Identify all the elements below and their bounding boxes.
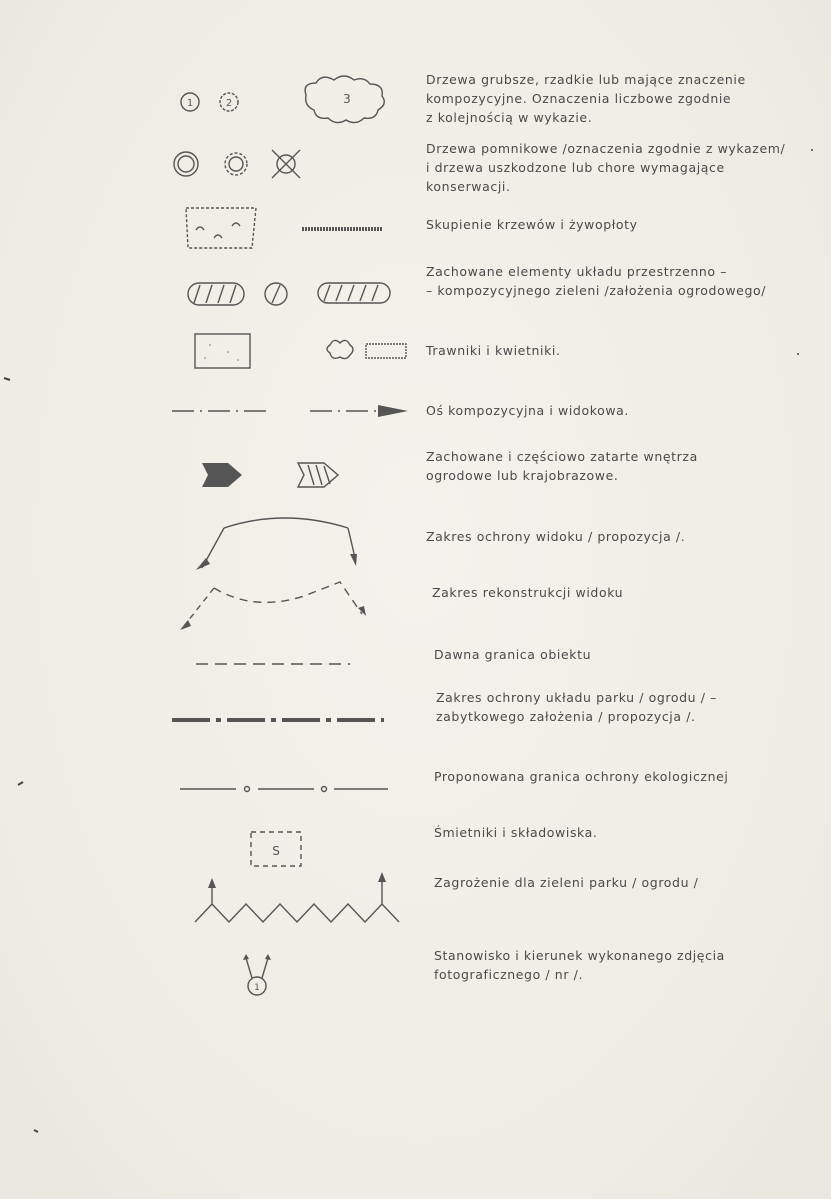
legend-text-park-protection: Zakres ochrony układu parku / ogrodu / – zabytkowego założenia / propozycja /. <box>436 690 717 724</box>
legend-text-preserved-elements: Zachowane elementy układu przestrzenno – – kompozycyjnego zieleni /założenia ogrodowego/ <box>426 264 767 298</box>
legend-text-shrubs: Skupienie krzewów i żywopłoty <box>426 217 638 232</box>
legend-text-view-protection: Zakres ochrony widoku / propozycja /. <box>426 529 686 544</box>
legend-text-axis: Oś kompozycyjna i widokowa. <box>426 403 630 418</box>
tree-number-1: 1 <box>186 98 194 109</box>
legend-text-view-reconstruction: Zakres rekonstrukcji widoku <box>432 585 624 600</box>
legend-text-threat: Zagrożenie dla zieleni parku / ogrodu / <box>434 875 699 890</box>
legend-text-lawns: Trawniki i kwietniki. <box>426 343 561 358</box>
legend-text-ecological-border: Proponowana granica ochrony ekologicznej <box>434 769 729 784</box>
legend-text-former-border: Dawna granica obiektu <box>434 647 592 662</box>
dump-letter: S <box>272 844 280 858</box>
tree-group-number: 3 <box>343 92 351 106</box>
tree-number-2: 2 <box>225 98 233 109</box>
legend-text-photo-station: Stanowisko i kierunek wykonanego zdjęcia fotograficznego / nr /. <box>434 948 725 982</box>
legend-text-monument-trees: Drzewa pomnikowe /oznaczenia zgodnie z wykazem/ i drzewa uszkodzone lub chore wymagające konserwacji. <box>426 141 786 194</box>
legend-text-interiors: Zachowane i częściowo zatarte wnętrza ogrodowe lub krajobrazowe. <box>426 449 698 483</box>
legend-text-trees: Drzewa grubsze, rzadkie lub mające znaczenie kompozycyjne. Oznaczenia liczbowe zgodnie z kolejnością w wykazie. <box>426 72 746 125</box>
photo-number: 1 <box>254 983 260 993</box>
legend-text-dumps: Śmietniki i składowiska. <box>434 825 598 840</box>
